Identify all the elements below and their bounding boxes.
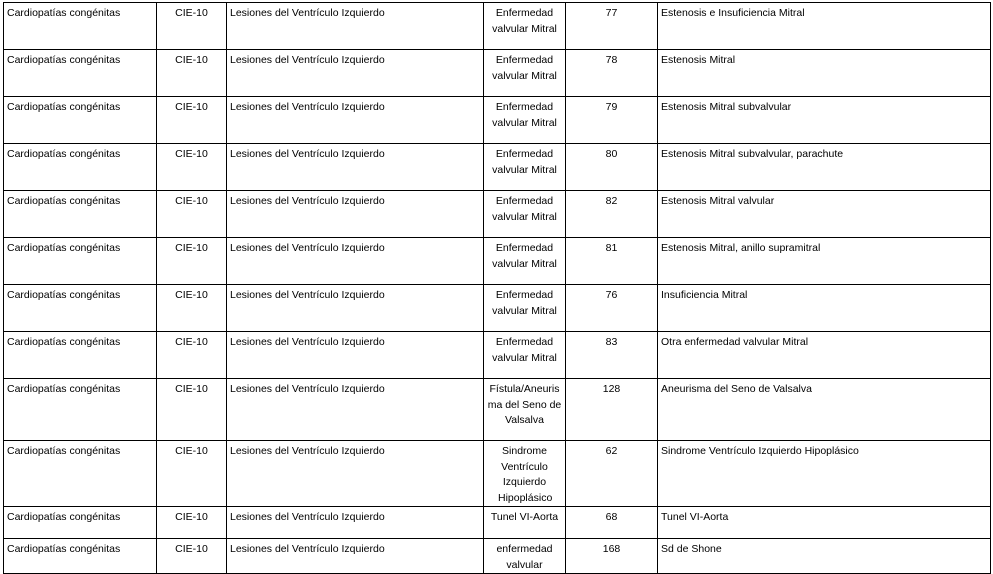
code-cell: 83 xyxy=(566,332,658,379)
subgroup-cell: Fístula/Aneurisma del Seno de Valsalva xyxy=(484,379,566,441)
code-system-cell: CIE-10 xyxy=(157,97,227,144)
code-cell: 78 xyxy=(566,50,658,97)
code-cell: 79 xyxy=(566,97,658,144)
table-row xyxy=(4,332,991,379)
subgroup-cell: Enfermedad valvular Mitral xyxy=(484,285,566,332)
diagnosis-cell: Otra enfermedad valvular Mitral xyxy=(658,332,991,379)
diagnosis-cell: Sd de Shone xyxy=(658,539,991,574)
table-row xyxy=(4,144,991,191)
subgroup-cell: Enfermedad valvular Mitral xyxy=(484,191,566,238)
diagnosis-cell: Estenosis Mitral valvular xyxy=(658,191,991,238)
group-cell: Lesiones del Ventrículo Izquierdo xyxy=(227,50,484,97)
code-system-cell: CIE-10 xyxy=(157,238,227,285)
code-system-cell: CIE-10 xyxy=(157,191,227,238)
code-system-cell: CIE-10 xyxy=(157,539,227,574)
code-cell: 128 xyxy=(566,379,658,441)
code-cell: 82 xyxy=(566,191,658,238)
table-row xyxy=(4,97,991,144)
table-row xyxy=(4,285,991,332)
table-row xyxy=(4,441,991,507)
category-cell: Cardiopatías congénitas xyxy=(4,144,157,191)
diagnosis-cell: Estenosis e Insuficiencia Mitral xyxy=(658,3,991,50)
table-row xyxy=(4,238,991,285)
code-system-cell: CIE-10 xyxy=(157,379,227,441)
category-cell: Cardiopatías congénitas xyxy=(4,238,157,285)
group-cell: Lesiones del Ventrículo Izquierdo xyxy=(227,539,484,574)
code-cell: 81 xyxy=(566,238,658,285)
subgroup-cell: Enfermedad valvular Mitral xyxy=(484,3,566,50)
subgroup-cell: Tunel VI-Aorta xyxy=(484,507,566,539)
diagnosis-cell: Tunel VI-Aorta xyxy=(658,507,991,539)
subgroup-cell: Enfermedad valvular Mitral xyxy=(484,238,566,285)
category-cell: Cardiopatías congénitas xyxy=(4,539,157,574)
table-row xyxy=(4,3,991,50)
code-cell: 62 xyxy=(566,441,658,507)
group-cell: Lesiones del Ventrículo Izquierdo xyxy=(227,97,484,144)
subgroup-cell: Enfermedad valvular Mitral xyxy=(484,144,566,191)
code-cell: 76 xyxy=(566,285,658,332)
code-cell: 80 xyxy=(566,144,658,191)
code-system-cell: CIE-10 xyxy=(157,507,227,539)
diagnosis-cell: Sindrome Ventrículo Izquierdo Hipoplásico xyxy=(658,441,991,507)
code-system-cell: CIE-10 xyxy=(157,3,227,50)
group-cell: Lesiones del Ventrículo Izquierdo xyxy=(227,285,484,332)
group-cell: Lesiones del Ventrículo Izquierdo xyxy=(227,144,484,191)
table-row xyxy=(4,379,991,441)
code-system-cell: CIE-10 xyxy=(157,332,227,379)
code-cell: 68 xyxy=(566,507,658,539)
category-cell: Cardiopatías congénitas xyxy=(4,191,157,238)
category-cell: Cardiopatías congénitas xyxy=(4,285,157,332)
diagnosis-cell: Estenosis Mitral, anillo supramitral xyxy=(658,238,991,285)
diagnosis-table xyxy=(3,2,991,574)
group-cell: Lesiones del Ventrículo Izquierdo xyxy=(227,191,484,238)
table-row xyxy=(4,507,991,539)
code-system-cell: CIE-10 xyxy=(157,441,227,507)
category-cell: Cardiopatías congénitas xyxy=(4,379,157,441)
category-cell: Cardiopatías congénitas xyxy=(4,507,157,539)
code-system-cell: CIE-10 xyxy=(157,50,227,97)
group-cell: Lesiones del Ventrículo Izquierdo xyxy=(227,441,484,507)
code-system-cell: CIE-10 xyxy=(157,144,227,191)
diagnosis-cell: Insuficiencia Mitral xyxy=(658,285,991,332)
code-cell: 77 xyxy=(566,3,658,50)
diagnosis-cell: Estenosis Mitral subvalvular, parachute xyxy=(658,144,991,191)
group-cell: Lesiones del Ventrículo Izquierdo xyxy=(227,507,484,539)
table-row xyxy=(4,50,991,97)
table-row xyxy=(4,191,991,238)
category-cell: Cardiopatías congénitas xyxy=(4,441,157,507)
diagnosis-cell: Aneurisma del Seno de Valsalva xyxy=(658,379,991,441)
subgroup-cell: Enfermedad valvular Mitral xyxy=(484,50,566,97)
code-cell: 168 xyxy=(566,539,658,574)
diagnosis-cell: Estenosis Mitral xyxy=(658,50,991,97)
table-row xyxy=(4,539,991,574)
subgroup-cell: Enfermedad valvular Mitral xyxy=(484,97,566,144)
group-cell: Lesiones del Ventrículo Izquierdo xyxy=(227,3,484,50)
code-system-cell: CIE-10 xyxy=(157,285,227,332)
subgroup-cell: Sindrome Ventrículo Izquierdo Hipoplásico xyxy=(484,441,566,507)
group-cell: Lesiones del Ventrículo Izquierdo xyxy=(227,332,484,379)
category-cell: Cardiopatías congénitas xyxy=(4,50,157,97)
group-cell: Lesiones del Ventrículo Izquierdo xyxy=(227,238,484,285)
subgroup-cell: Enfermedad valvular Mitral xyxy=(484,332,566,379)
category-cell: Cardiopatías congénitas xyxy=(4,332,157,379)
subgroup-cell: enfermedad valvular xyxy=(484,539,566,574)
category-cell: Cardiopatías congénitas xyxy=(4,3,157,50)
diagnosis-cell: Estenosis Mitral subvalvular xyxy=(658,97,991,144)
group-cell: Lesiones del Ventrículo Izquierdo xyxy=(227,379,484,441)
category-cell: Cardiopatías congénitas xyxy=(4,97,157,144)
